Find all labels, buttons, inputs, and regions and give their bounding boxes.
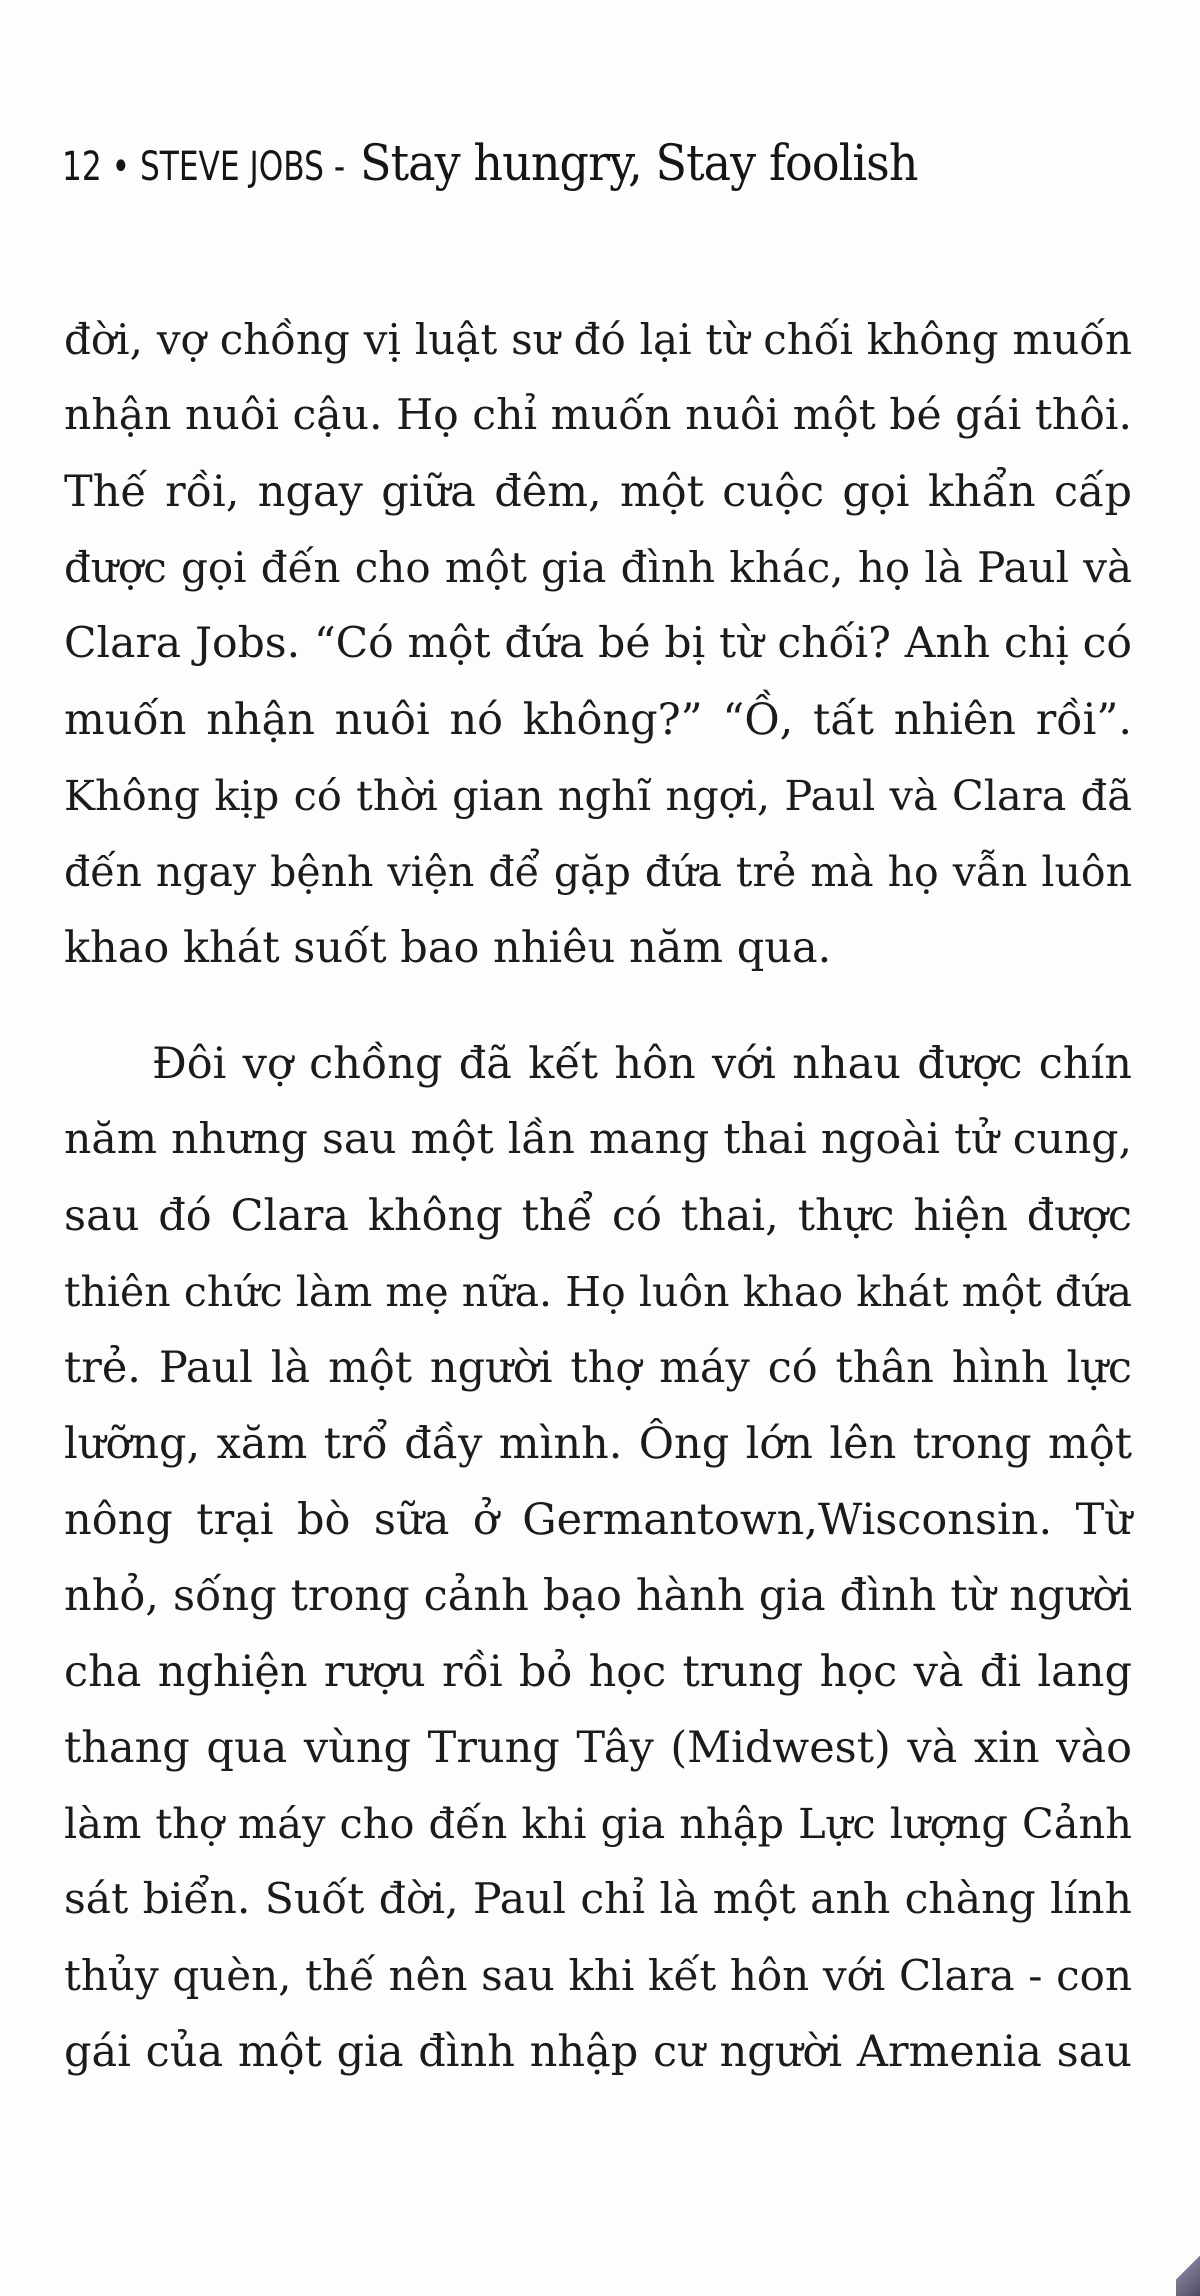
text-line: Đôi vợ chồng đã kết hôn với nhau được chín: [152, 1039, 1132, 1089]
book-subtitle: Stay hungry, Stay foolish: [359, 134, 918, 192]
text-line: Clara Jobs. “Có một đứa bé bị từ chối? Anh chị có: [64, 619, 1132, 668]
running-header: [62, 128, 966, 202]
text-line: thang qua vùng Trung Tây (Midwest) và xin vào: [64, 1723, 1132, 1773]
text-line: sau đó Clara không thể có thai, thực hiện được: [64, 1191, 1132, 1241]
text-line: đời, vợ chồng vị luật sư đó lại từ chối không muốn: [64, 315, 1132, 364]
text-line: nhận nuôi cậu. Họ chỉ muốn nuôi một bé gái thôi.: [64, 391, 1132, 440]
text-line: năm nhưng sau một lần mang thai ngoài tử cung,: [64, 1115, 1132, 1164]
text-line: cha nghiện rượu rồi bỏ học trung học và đi lang: [64, 1647, 1132, 1697]
text-line: lưỡng, xăm trổ đầy mình. Ông lớn lên trong một: [64, 1419, 1132, 1469]
text-line: đến ngay bệnh viện để gặp đứa trẻ mà họ vẫn luôn: [64, 848, 1132, 896]
header-left: [62, 132, 345, 202]
paragraph-gap: [64, 986, 1132, 1026]
text-line: khao khát suốt bao nhiêu năm qua.: [64, 923, 832, 973]
text-line: muốn nhận nuôi nó không?” “Ồ, tất nhiên rồi”.: [64, 695, 1132, 745]
text-line: trẻ. Paul là một người thợ máy có thân hình lực: [64, 1343, 1132, 1393]
text-line: thủy quèn, thế nên sau khi kết hôn với Clara - con: [64, 1951, 1132, 2000]
text-line: được gọi đến cho một gia đình khác, họ là Paul và: [64, 543, 1132, 592]
text-line: Không kịp có thời gian nghĩ ngợi, Paul và Clara đã: [64, 771, 1132, 820]
body-text: [64, 302, 1132, 2090]
text-line: Thế rồi, ngay giữa đêm, một cuộc gọi khẩn cấp: [64, 467, 1132, 517]
paragraph-2: [64, 1026, 1132, 2090]
book-title: STEVE JOBS -: [139, 144, 346, 190]
text-line: nhỏ, sống trong cảnh bạo hành gia đình từ người: [64, 1571, 1132, 1621]
text-line: sát biển. Suốt đời, Paul chỉ là một anh chàng lính: [64, 1875, 1132, 1924]
page-number: 12: [62, 144, 102, 190]
text-line: nông trại bò sữa ở Germantown,Wisconsin. Từ: [64, 1495, 1132, 1545]
text-line: gái của một gia đình nhập cư người Armenia sau: [64, 2027, 1132, 2077]
text-line: làm thợ máy cho đến khi gia nhập Lực lượng Cảnh: [64, 1799, 1132, 1848]
header-separator: •: [111, 144, 131, 190]
page-corner-shadow: [1176, 2252, 1200, 2296]
paragraph-1: [64, 302, 1132, 986]
text-line: thiên chức làm mẹ nữa. Họ luôn khao khát một đứa: [64, 1268, 1132, 1316]
